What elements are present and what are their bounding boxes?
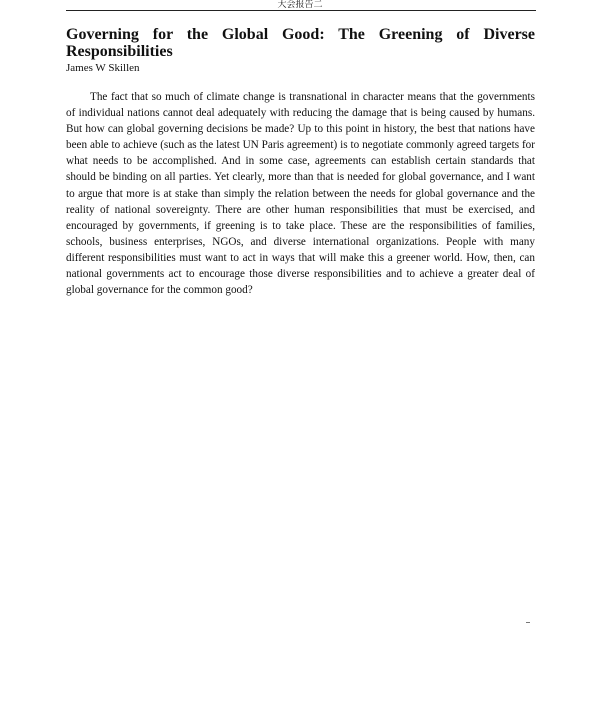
article-author: James W Skillen <box>66 62 140 74</box>
header-rule <box>66 10 536 11</box>
page-mark <box>526 622 530 623</box>
article-title: Governing for the Global Good: The Greening of Diverse Responsibilities <box>66 26 535 60</box>
article-body-paragraph: The fact that so much of climate change is transnational in character means that the governments of individual nations cannot deal adequately with reducing the damage that is being caused by humans. But how can global governing decisions be made? Up to this point in history, the best that nations have been able to achieve (such as the latest UN Paris agreement) is to negotiate commonly agreed targets for what needs to be accomplished. And in some case, agreements can establish certain standards that should be binding on all parties. Yet clearly, more than that is needed for global governance, and I want to argue that more is at stake than simply the relation between the needs for global governance and the reality of national sovereignty. There are other human responsibilities that must be exercised, and encouraged by governments, if greening is to take place. These are the responsibilities of families, schools, business enterprises, NGOs, and diverse international organizations. People with many different responsibilities must want to act in ways that will make this a greener world. How, then, can national governments act to encourage those diverse responsibilities and to achieve a greater deal of global governance for the common good? <box>66 91 535 297</box>
running-header: 大会报告二 <box>277 0 323 9</box>
